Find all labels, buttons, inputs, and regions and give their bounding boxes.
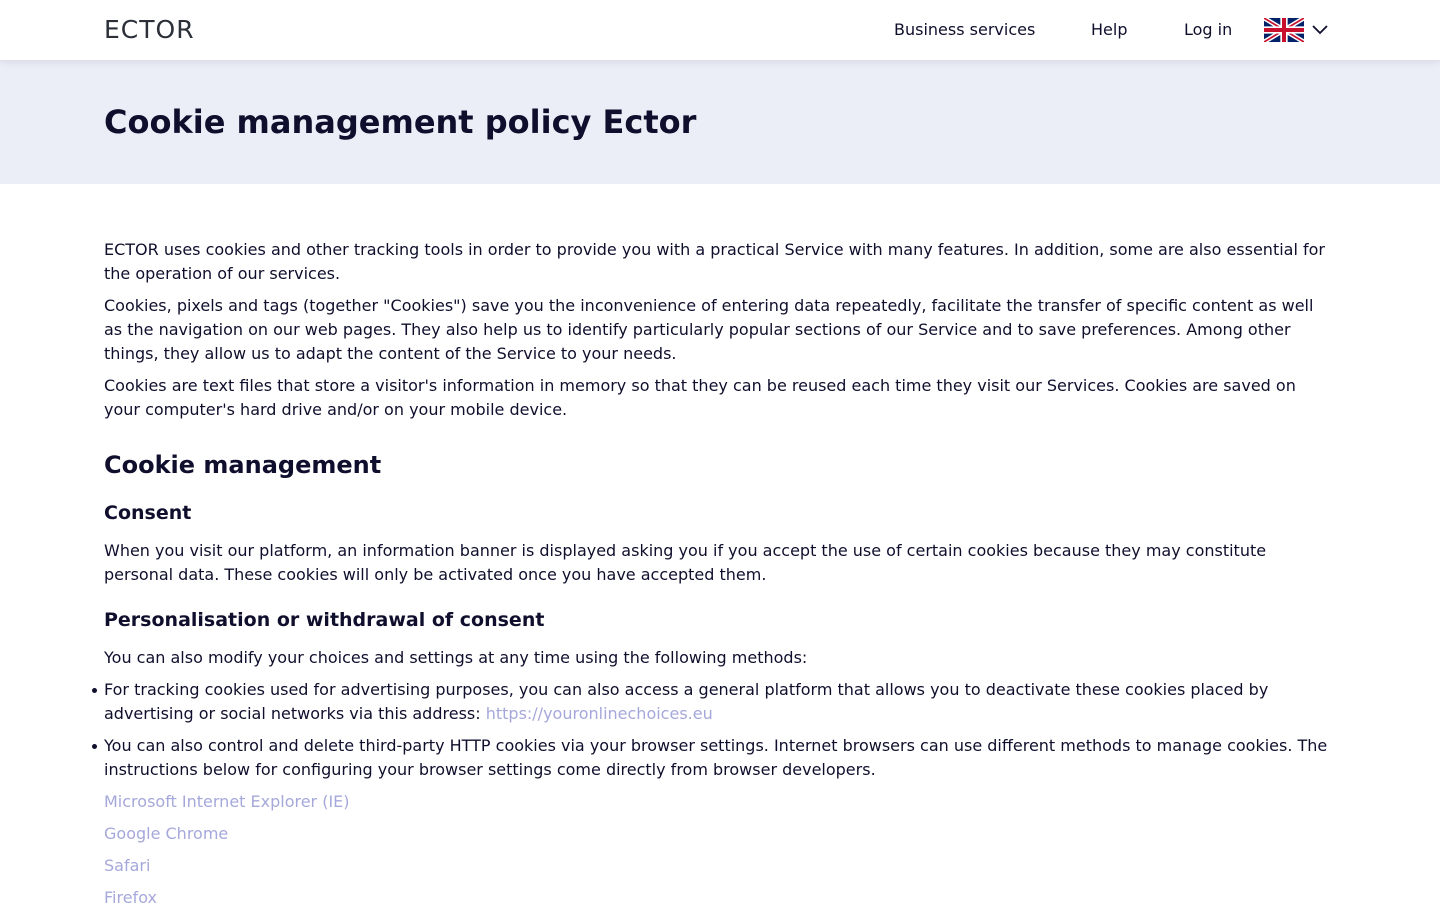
policy-content: [104, 238, 1336, 918]
site-header: [0, 0, 1440, 60]
page-title: Cookie management policy Ector: [104, 103, 697, 141]
nav-help[interactable]: Help: [1091, 20, 1128, 39]
intro-paragraph-1: ECTOR uses cookies and other tracking tools in order to provide you with a practical Service with many features. In addition, some are also essential for the operation of our services.: [104, 240, 1325, 283]
intro-paragraph-3: Cookies are text files that store a visitor's information in memory so that they can be reused each time they visit our Services. Cookies are saved on your computer's hard drive and/or on your mobile device.: [104, 376, 1296, 419]
link-google-chrome[interactable]: Google Chrome: [104, 824, 229, 843]
intro-paragraph-2: Cookies, pixels and tags (together "Cookies") save you the inconvenience of entering data repeatedly, facilitate the transfer of specific content as well as the navigation on our web pages. They also help us to identify particularly popular sections of our Service and to save preferences. Among other things, they allow us to adapt the content of the Service to your needs.: [104, 296, 1314, 363]
link-safari[interactable]: Safari: [104, 856, 151, 875]
bullet-icon: [92, 744, 97, 749]
subheading-withdrawal: Personalisation or withdrawal of consent: [104, 609, 545, 631]
nav-business-services[interactable]: Business services: [894, 20, 1036, 39]
consent-paragraph: When you visit our platform, an information banner is displayed asking you if you accept the use of certain cookies because they may constitute personal data. These cookies will only be activated once you have accepted them.: [104, 541, 1267, 584]
bullet-text: You can also control and delete third-party HTTP cookies via your browser settings. Internet browsers can use different methods to manage cookies. The instructions below for configuring your browser settings come directly from browser developers.: [104, 736, 1328, 779]
ector-logo[interactable]: ECTOR: [104, 15, 195, 44]
hero-banner: [0, 60, 1440, 184]
bullet-icon: [92, 688, 97, 693]
bullet-text: For tracking cookies used for advertising purposes, you can also access a general platform that allows you to deactivate these cookies placed by advertising or social networks via this address:: [104, 680, 1269, 723]
subheading-consent: Consent: [104, 502, 192, 524]
browser-links: [104, 790, 1336, 910]
list-item: [104, 734, 1336, 782]
nav-log-in[interactable]: Log in: [1184, 20, 1233, 39]
link-internet-explorer[interactable]: Microsoft Internet Explorer (IE): [104, 792, 350, 811]
language-selector[interactable]: [1264, 18, 1328, 42]
withdrawal-intro: You can also modify your choices and settings at any time using the following methods:: [104, 648, 808, 667]
chevron-down-icon: [1312, 25, 1328, 35]
youronlinechoices-link[interactable]: https://youronlinechoices.eu: [485, 704, 713, 723]
link-firefox[interactable]: Firefox: [104, 888, 157, 907]
section-heading-cookie-management: Cookie management: [104, 451, 382, 479]
methods-list: [104, 678, 1336, 782]
list-item: [104, 678, 1336, 726]
flag-uk-icon: [1264, 18, 1304, 42]
